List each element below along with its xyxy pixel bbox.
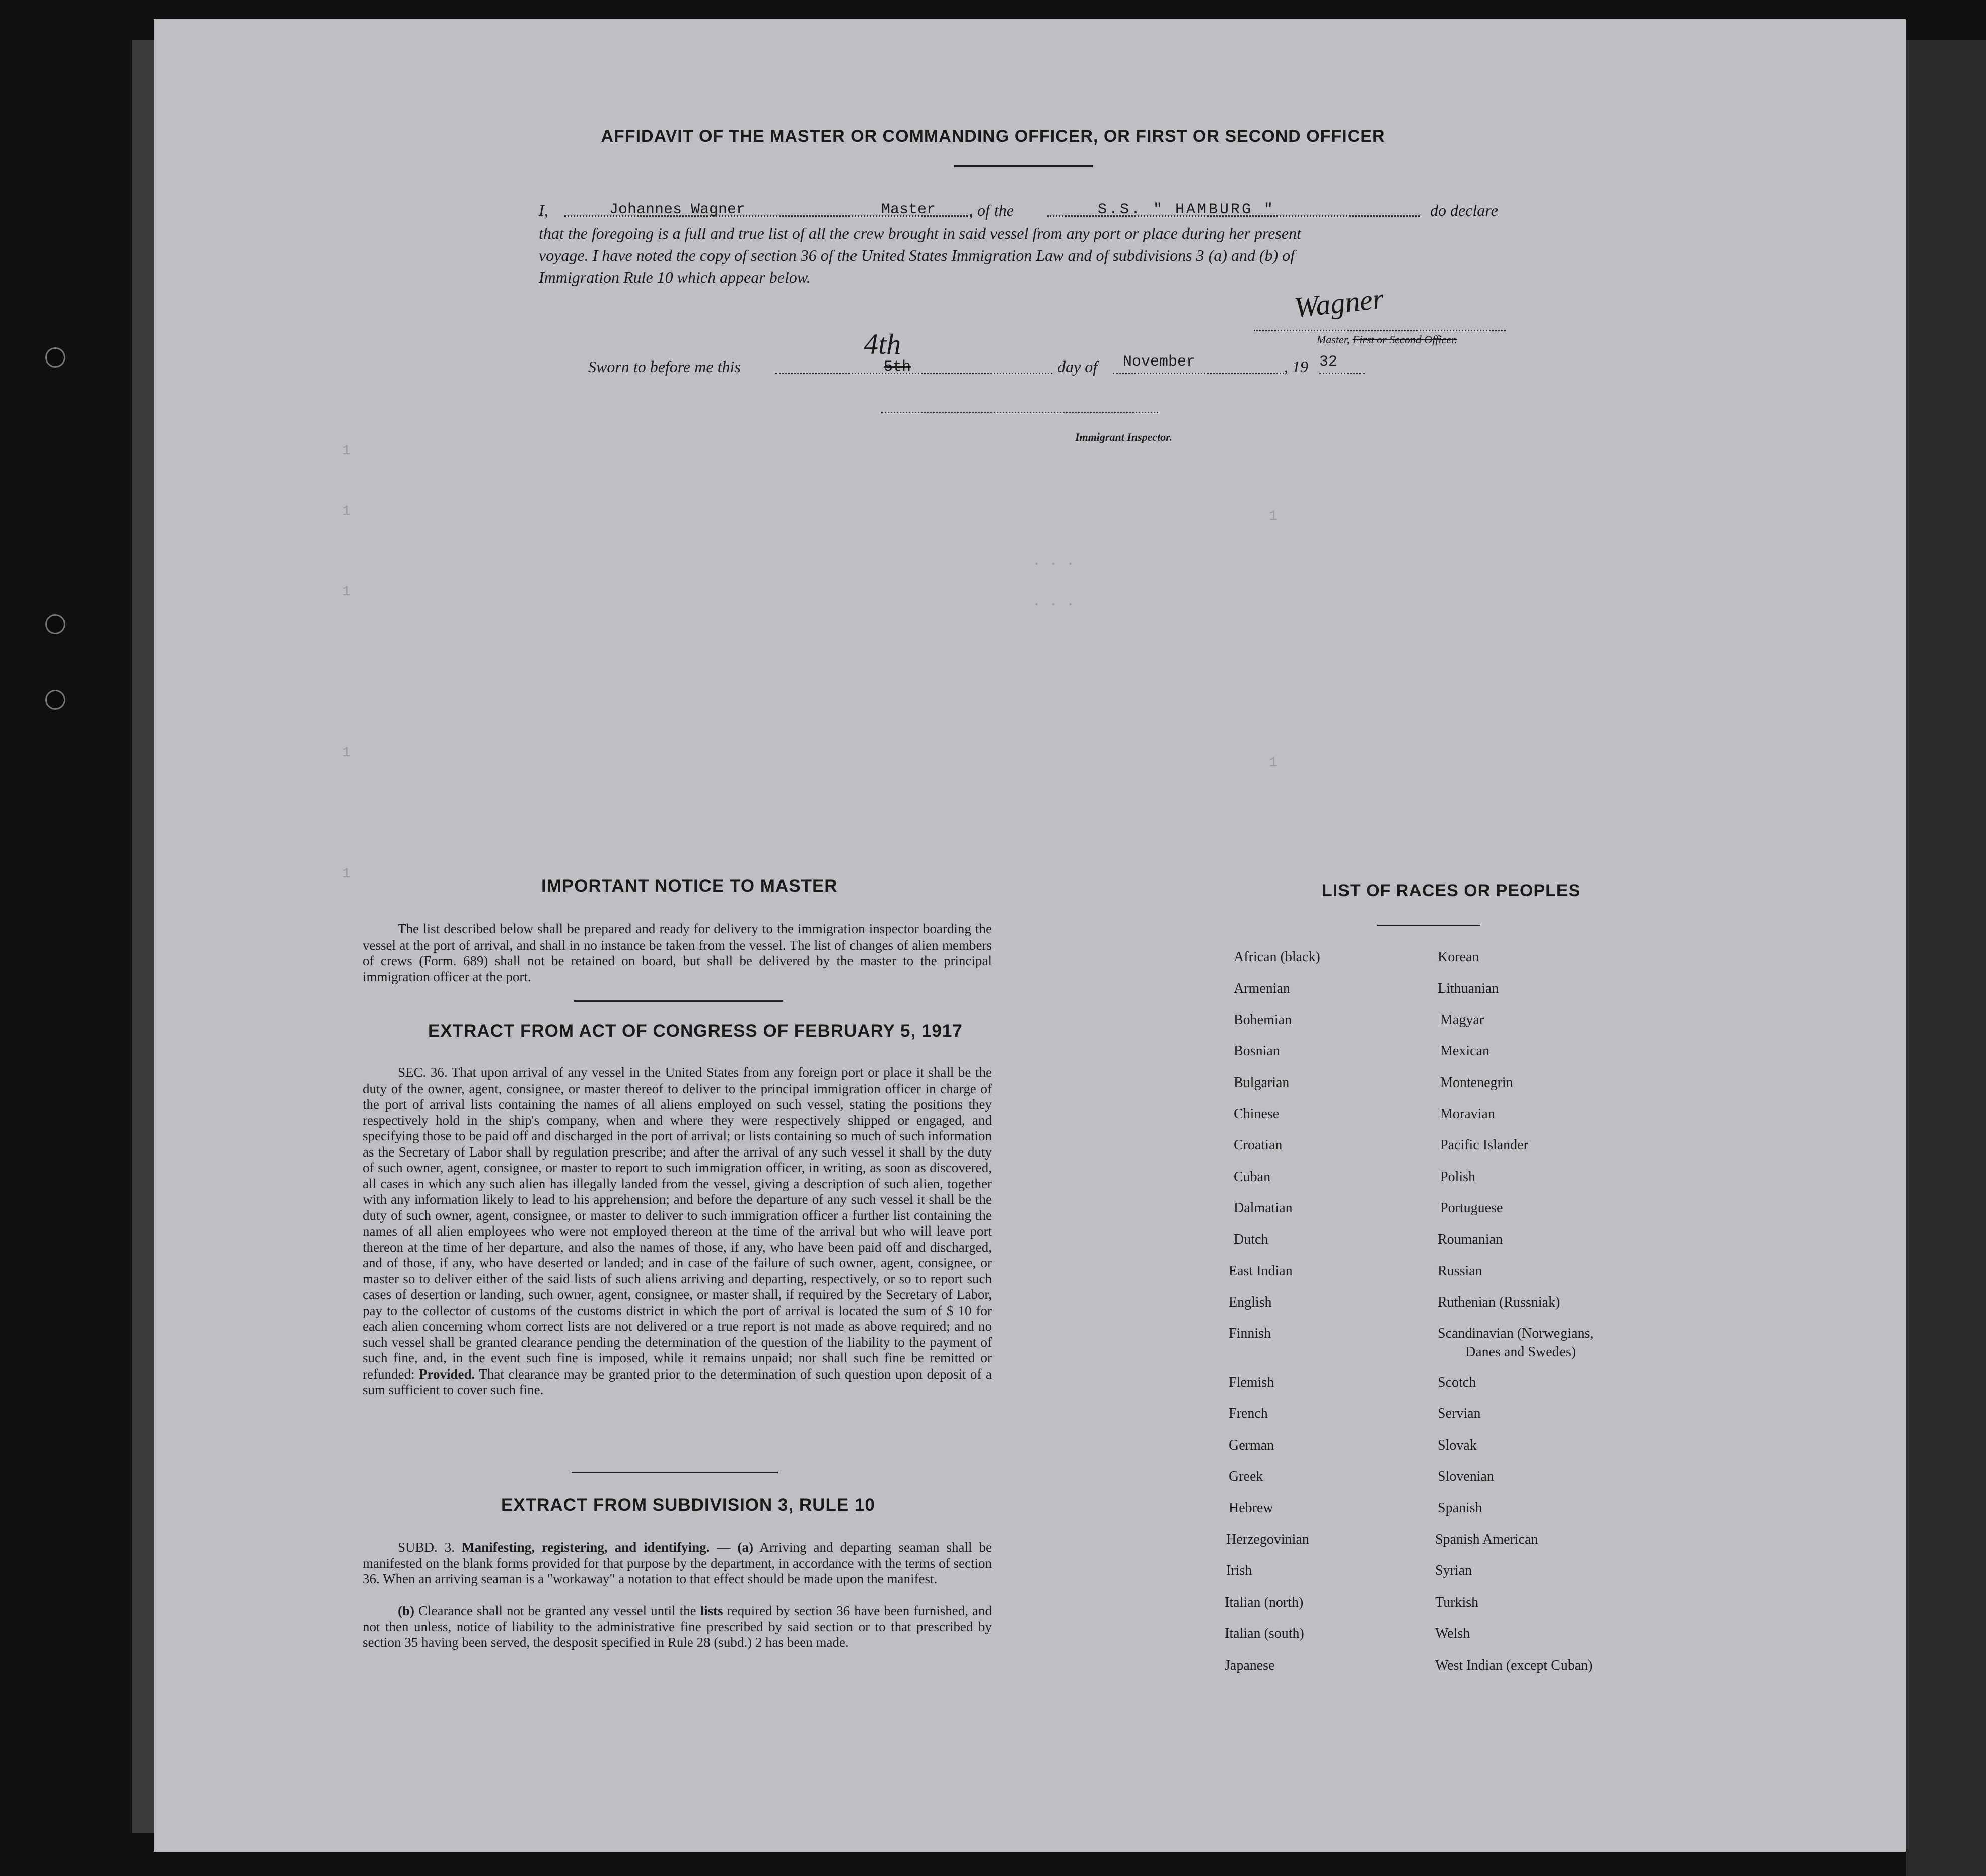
binder-hole-left-2 <box>45 614 65 634</box>
title-rule <box>954 165 1093 167</box>
race-item: Magyar <box>1440 1012 1484 1028</box>
right-binding-strip <box>1906 40 1986 1876</box>
race-item: West Indian (except Cuban) <box>1435 1657 1593 1673</box>
sworn-month-field: November <box>1123 353 1196 371</box>
race-item: Polish <box>1440 1169 1476 1185</box>
extract-act-text <box>363 1065 992 1398</box>
sworn-day-line <box>775 373 1052 374</box>
bleed-through-mark: 1 <box>342 584 351 600</box>
bleed-through-mark: 1 <box>342 503 351 519</box>
extract-act-title: EXTRACT FROM ACT OF CONGRESS OF FEBRUARY 5, 1917 <box>428 1021 963 1041</box>
bleed-through-mark: 1 <box>342 866 351 882</box>
day-of-label: day of <box>1057 357 1098 376</box>
bleed-through-mark: 1 <box>1269 509 1278 524</box>
race-item: Bosnian <box>1234 1043 1280 1059</box>
bleed-through-mark: . . . <box>1032 554 1075 569</box>
year-prefix: , 19 <box>1284 357 1308 376</box>
race-item: Bulgarian <box>1234 1075 1290 1091</box>
month-line <box>1113 373 1284 374</box>
sworn-day-handwritten: 4th <box>864 328 901 360</box>
subdivision-b-text <box>363 1603 992 1651</box>
notice-title: IMPORTANT NOTICE TO MASTER <box>541 876 838 896</box>
race-item: Italian (north) <box>1225 1595 1304 1610</box>
race-item: Pacific Islander <box>1440 1137 1528 1153</box>
race-item: Montenegrin <box>1440 1075 1513 1091</box>
race-item: African (black) <box>1234 949 1320 965</box>
subd-b-text-1: Clearance shall not be granted any vessel until the <box>418 1603 696 1618</box>
race-item: Syrian <box>1435 1563 1472 1578</box>
notice-text: The list described below shall be prepared and ready for delivery to the immigration inspector boarding the vessel at the port of arrival, and shall in no instance be taken from the vessel. The list of changes of alien members of crews (Form. 689) shall not be retained on board, but shall be delivered by the master to the principal immigration officer at the port. <box>363 921 992 984</box>
subd-heading: Manifesting, registering, and identifying. <box>462 1540 710 1555</box>
extract-rule <box>572 1472 778 1473</box>
inspector-label: Immigrant Inspector. <box>1075 430 1173 443</box>
signature-caption-prefix: Master, <box>1317 333 1353 346</box>
signature-caption <box>1317 333 1457 346</box>
binder-hole-left-3 <box>45 690 65 710</box>
bleed-through-mark: 1 <box>342 443 351 459</box>
race-item: Servian <box>1438 1406 1481 1421</box>
race-item: Spanish <box>1438 1500 1482 1516</box>
race-item: Flemish <box>1229 1375 1274 1390</box>
race-item: Irish <box>1226 1563 1252 1578</box>
extract-act-body: SEC. 36. That upon arrival of any vessel in the United States from any foreign port or place it shall be the duty of the owner, agent, consignee, or master thereof to deliver to the principal immigration officer in charge of the port of arrival lists containing the names of all aliens employed on such vessel, stating the positions they respectively hold in the ship's company, when and where they were respectively shipped or engaged, and specifying those to be paid off and discharged in the port of arrival; or lists containing so much of such information as the Secretary of Labor shall by regulation prescribe; and after the arrival of any such vessel it shall by the duty of such owner, agent, consignee, or master to report to such immigration officer, in writing, as soon as discovered, all cases in which any such alien has illegally landed from the vessel, giving a description of such alien, together with any information likely to lead to his apprehension; and before the departure of any such vessel it shall be the duty of such owner, agent, consignee, or master to deliver to such immigration officer a further list containing the names of all alien employees who were not employed thereon at the time of the arrival but who will leave port thereon at the time of her departure, and also the names of those, if any, who have been paid off and discharged, and of those, if any, who have deserted or landed; and in case of the failure of such owner, agent, consignee, or master so to deliver either of the said lists of such aliens arriving and departing, respectively, or so to report such cases of desertion or landing, such owner, agent, consignee, or master shall, if required by the Secretary of Labor, pay to the collector of customs of the customs district in which the port of arrival is located the sum of $ 10 for each alien concerning whom correct lists are not delivered or a true report is not made as above required; and no such vessel shall be granted clearance pending the determination of the question of the liability to the payment of such fine, and, in the event such fine is imposed, while it remains unpaid; nor shall such fine be remitted or refunded: <box>363 1065 992 1382</box>
race-item: Slovenian <box>1438 1469 1494 1484</box>
race-item: Turkish <box>1435 1595 1479 1610</box>
race-item: Japanese <box>1225 1657 1275 1673</box>
inspector-signature-line <box>881 412 1158 413</box>
notice-rule <box>574 1000 783 1002</box>
bleed-through-mark: . . . <box>1032 594 1075 610</box>
vessel-name-field: S.S. " HAMBURG " <box>1098 201 1275 219</box>
race-item: Ruthenian (Russniak) <box>1438 1294 1561 1310</box>
race-item: Spanish American <box>1435 1532 1538 1547</box>
race-item: Scandinavian (Norwegians, <box>1438 1326 1594 1341</box>
extract-act-body-after: That clearance may be granted prior to the determination of such question upon deposit of a sum sufficient to cover such fine. <box>363 1366 992 1397</box>
subd-b-text-2: required by section 36 have been furnished, and not then unless, notice of liability to the administrative fine prescribed by said section or to that prescribed by section 35 having been served, the desposit specified in Rule 28 (subd.) 2 has been made. <box>363 1603 992 1650</box>
race-item: Slovak <box>1438 1437 1477 1453</box>
bleed-through-mark: 1 <box>342 745 351 761</box>
race-item: Chinese <box>1234 1106 1280 1122</box>
extract-rule-title: EXTRACT FROM SUBDIVISION 3, RULE 10 <box>501 1495 875 1515</box>
race-item: Cuban <box>1234 1169 1271 1185</box>
race-item: Croatian <box>1234 1137 1283 1153</box>
race-item: French <box>1229 1406 1268 1421</box>
race-item: Lithuanian <box>1438 981 1499 996</box>
subd-label: SUBD. 3. <box>398 1540 455 1555</box>
affidavit-i-label: I, <box>539 201 548 220</box>
race-item: Mexican <box>1440 1043 1490 1059</box>
race-item: Finnish <box>1229 1326 1271 1341</box>
race-item: Bohemian <box>1234 1012 1292 1028</box>
subd-a-text: Arriving and departing seaman shall be manifested on the blank forms provided for that purpose by the department, in accordance with the terms of section 36. When an arriving seaman is a "workaway" a notation to that effect should be made upon the manifest. <box>363 1540 992 1586</box>
sworn-label: Sworn to before me this <box>588 357 741 376</box>
race-item: Moravian <box>1440 1106 1495 1122</box>
race-item: East Indian <box>1229 1263 1293 1279</box>
race-item: Armenian <box>1234 981 1290 996</box>
race-item: Portuguese <box>1440 1200 1503 1216</box>
race-item: Hebrew <box>1229 1500 1273 1516</box>
race-item: Korean <box>1438 949 1479 965</box>
sworn-year-field: 32 <box>1319 353 1338 371</box>
affidavit-title: AFFIDAVIT OF THE MASTER OR COMMANDING OFFICER, OR FIRST OR SECOND OFFICER <box>601 127 1385 146</box>
subd-a-label: (a) <box>737 1540 753 1555</box>
subdivision-a-text: SUBD. 3. Manifesting, registering, and identifying. — (a) Arriving and departing seaman shall be manifested on the blank forms provided for that purpose by the department, in accordance with the terms of section 36. When an arriving seaman is a "workaway" a notation to that effect should be made upon the manifest. <box>363 1540 992 1586</box>
affidavit-line-3: voyage. I have noted the copy of section 36 of the United States Immigration Law and of subdivisions 3 (a) and (b) of <box>539 246 1295 264</box>
binder-hole-left-1 <box>45 347 65 368</box>
subd-b-lists: lists <box>700 1603 723 1618</box>
race-item: German <box>1229 1437 1274 1453</box>
affidavit-line-2: that the foregoing is a full and true list of all the crew brought in said vessel from any port or place during her present <box>539 224 1301 242</box>
signature-caption-struck: First or Second Officer. <box>1352 333 1457 346</box>
subd-b-label: (b) <box>398 1603 414 1618</box>
provided-label: Provided. <box>419 1366 475 1382</box>
race-item: Herzegovinian <box>1226 1532 1309 1547</box>
signature-line <box>1254 330 1506 331</box>
race-item: Russian <box>1438 1263 1482 1279</box>
sworn-day-typed: 5th <box>884 358 911 376</box>
rank-field: Master <box>881 201 936 219</box>
race-item: Welsh <box>1435 1626 1470 1641</box>
race-item: Dutch <box>1234 1232 1268 1247</box>
declare-label: do declare <box>1430 201 1498 220</box>
left-binding-strip <box>132 40 155 1833</box>
race-item: Roumanian <box>1438 1232 1503 1247</box>
master-name-field: Johannes Wagner <box>609 201 746 219</box>
of-the-label: , of the <box>969 201 1014 220</box>
race-item: English <box>1229 1294 1272 1310</box>
bleed-through-mark: 1 <box>1269 755 1278 771</box>
master-signature: Wagner <box>1293 281 1386 324</box>
race-item: Italian (south) <box>1225 1626 1304 1641</box>
races-title: LIST OF RACES OR PEOPLES <box>1322 881 1581 900</box>
year-line <box>1319 373 1365 374</box>
race-item: Danes and Swedes) <box>1465 1344 1576 1360</box>
races-rule <box>1377 925 1480 926</box>
race-item: Dalmatian <box>1234 1200 1293 1216</box>
race-item: Scotch <box>1438 1375 1476 1390</box>
affidavit-line-4: Immigration Rule 10 which appear below. <box>539 268 811 286</box>
race-item: Greek <box>1229 1469 1263 1484</box>
